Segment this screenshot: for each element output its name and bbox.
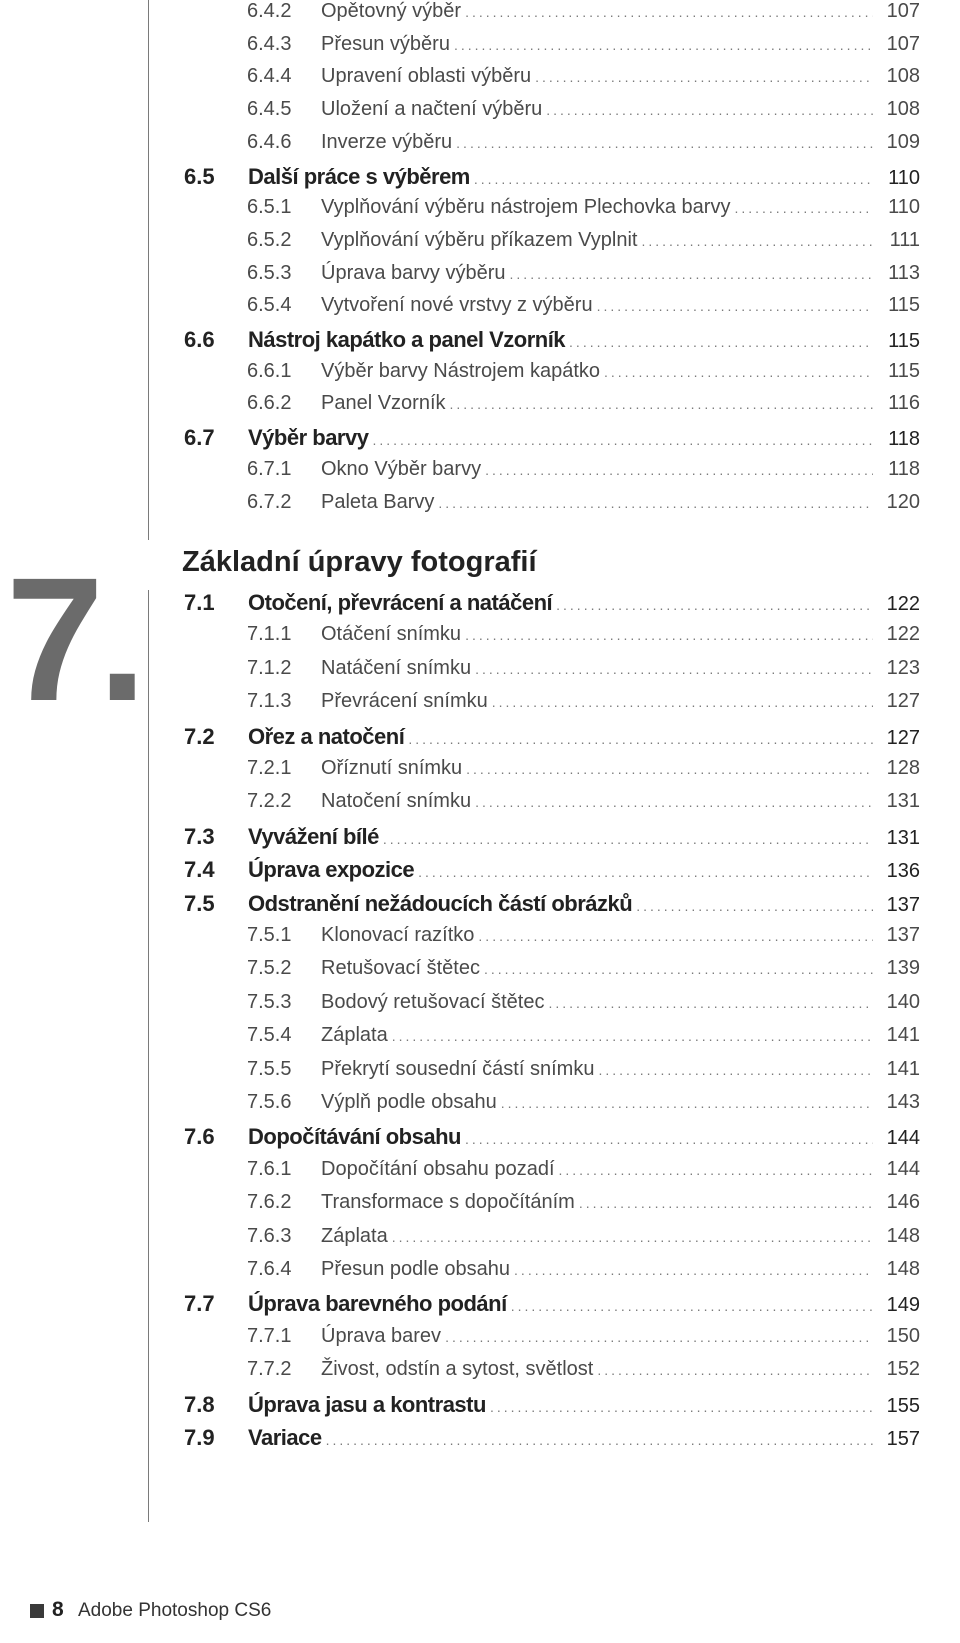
toc-entry bbox=[0, 131, 920, 163]
toc-entry-page: 136 bbox=[886, 860, 920, 883]
toc-entry-number: 6.7.1 bbox=[247, 457, 292, 480]
dot-leader bbox=[484, 961, 873, 977]
toc-entry-page: 118 bbox=[888, 457, 920, 480]
toc-entry-title: Živost, odstín a sytost, světlost bbox=[321, 1358, 594, 1381]
toc-entry-number: 7.2.1 bbox=[247, 757, 292, 779]
toc-entry bbox=[0, 294, 920, 326]
page-footer bbox=[0, 1596, 960, 1628]
toc-entry-page: 115 bbox=[888, 359, 920, 382]
toc-entry-page: 152 bbox=[886, 1358, 920, 1381]
toc-entry-title: Úprava barevného podání bbox=[248, 1291, 507, 1317]
toc-entry bbox=[0, 392, 920, 424]
toc-entry bbox=[0, 1258, 920, 1290]
toc-entry bbox=[0, 1158, 920, 1190]
toc-entry-number: 7.3 bbox=[184, 823, 215, 849]
toc-entry bbox=[0, 0, 920, 32]
toc-entry bbox=[0, 1124, 920, 1156]
toc-entry-number: 7.5.5 bbox=[247, 1057, 292, 1080]
toc-entry bbox=[0, 1358, 920, 1390]
toc-entry-title: Odstranění nežádoucích částí obrázků bbox=[248, 890, 633, 916]
toc-entry-title: Oříznutí snímku bbox=[321, 757, 463, 779]
toc-entry-title: Další práce s výběrem bbox=[248, 163, 470, 189]
dot-leader bbox=[598, 1062, 873, 1078]
toc-entry-page: 127 bbox=[886, 726, 920, 749]
toc-entry-number: 7.4 bbox=[184, 857, 215, 883]
toc-entry bbox=[0, 1425, 920, 1457]
toc-entry-title: Dopočítání obsahu pozadí bbox=[321, 1157, 555, 1180]
toc-entry-title: Transformace s dopočítáním bbox=[321, 1191, 575, 1214]
toc-entry-title: Inverze výběru bbox=[321, 130, 453, 153]
toc-entry-title: Úprava barev bbox=[321, 1324, 442, 1347]
toc-entry-number: 6.7 bbox=[184, 425, 215, 451]
dot-leader bbox=[465, 627, 873, 643]
toc-entry-title: Výplň podle obsahu bbox=[321, 1091, 497, 1113]
toc-entry bbox=[0, 1325, 920, 1357]
toc-entry-number: 7.2.2 bbox=[247, 790, 292, 813]
toc-entry-title: Klonovací razítko bbox=[321, 924, 475, 946]
toc-entry-title: Okno Výběr barvy bbox=[321, 457, 482, 480]
toc-entry-page: 137 bbox=[886, 924, 920, 946]
toc-entry bbox=[0, 657, 920, 689]
toc-entry-title: Natáčení snímku bbox=[321, 656, 472, 679]
dot-leader bbox=[597, 1362, 873, 1378]
dot-leader bbox=[492, 694, 873, 710]
toc-entry bbox=[0, 824, 920, 856]
toc-entry-title: Upravení oblasti výběru bbox=[321, 65, 532, 88]
toc-entry-number: 7.6.1 bbox=[247, 1157, 292, 1180]
toc-entry bbox=[0, 757, 920, 789]
footer-book-title: Adobe Photoshop CS6 bbox=[78, 1600, 272, 1621]
toc-entry-title: Úprava expozice bbox=[248, 857, 415, 883]
toc-entry-number: 7.5 bbox=[184, 890, 215, 916]
toc-entry-title: Uložení a načtení výběru bbox=[321, 98, 543, 121]
dot-leader bbox=[450, 396, 873, 412]
toc-entry-page: 140 bbox=[886, 990, 920, 1013]
toc-entry-title: Nástroj kapátko a panel Vzorník bbox=[248, 327, 566, 352]
dot-leader bbox=[514, 1262, 873, 1278]
toc-entry bbox=[0, 1392, 920, 1424]
toc-entry bbox=[0, 33, 920, 65]
dot-leader bbox=[456, 135, 873, 151]
toc-entry-number: 7.7.2 bbox=[247, 1358, 292, 1381]
toc-entry-number: 7.7.1 bbox=[247, 1324, 292, 1347]
toc-entry bbox=[0, 98, 920, 130]
dot-leader bbox=[641, 233, 873, 249]
dot-leader bbox=[546, 102, 873, 118]
toc-entry-title: Otáčení snímku bbox=[321, 623, 462, 646]
toc-entry-page: 120 bbox=[886, 490, 920, 513]
toc-entry bbox=[0, 491, 920, 523]
toc-entry-number: 6.5.4 bbox=[247, 294, 292, 317]
toc-entry-number: 7.1.1 bbox=[247, 623, 292, 646]
dot-leader bbox=[510, 266, 873, 282]
toc-entry-number: 7.9 bbox=[184, 1425, 215, 1450]
toc-entry bbox=[0, 590, 920, 622]
toc-entry-number: 6.4.5 bbox=[247, 98, 292, 121]
toc-entry-title: Vyvážení bílé bbox=[248, 823, 379, 849]
toc-entry-number: 7.6.3 bbox=[247, 1224, 292, 1247]
toc-entry-page: 107 bbox=[886, 0, 920, 22]
toc-entry-page: 128 bbox=[886, 757, 920, 779]
toc-entry-page: 139 bbox=[886, 957, 920, 980]
toc-entry bbox=[0, 1058, 920, 1090]
toc-entry-page: 108 bbox=[886, 98, 920, 121]
toc-entry-number: 7.5.6 bbox=[247, 1091, 292, 1113]
toc-entry-title: Dopočítávání obsahu bbox=[248, 1124, 461, 1150]
toc-entry-number: 7.6 bbox=[184, 1124, 215, 1150]
toc-entry-number: 6.6 bbox=[184, 327, 215, 352]
toc-entry-page: 155 bbox=[886, 1394, 920, 1417]
toc-entry bbox=[0, 891, 920, 923]
toc-entry-number: 7.1 bbox=[184, 590, 215, 615]
dot-leader bbox=[556, 597, 873, 613]
toc-entry-number: 6.4.4 bbox=[247, 65, 292, 88]
toc-entry-number: 6.4.6 bbox=[247, 130, 292, 153]
toc-entry-page: 131 bbox=[886, 790, 920, 813]
dot-leader bbox=[475, 794, 873, 810]
toc-entry bbox=[0, 458, 920, 490]
toc-entry-page: 108 bbox=[886, 65, 920, 88]
toc-entry-page: 122 bbox=[886, 623, 920, 646]
toc-entry bbox=[0, 164, 920, 196]
toc-entry-title: Úprava jasu a kontrastu bbox=[248, 1391, 486, 1417]
toc-entry-page: 107 bbox=[886, 32, 920, 55]
dot-leader bbox=[734, 200, 873, 216]
toc-entry-page: 144 bbox=[886, 1127, 920, 1150]
toc-entry-title: Otočení, převrácení a natáčení bbox=[248, 590, 553, 615]
toc-entry-title: Opětovný výběr bbox=[321, 0, 462, 22]
toc-entry-page: 116 bbox=[888, 392, 920, 415]
toc-entry-title: Výběr barvy Nástrojem kapátko bbox=[321, 359, 601, 382]
dot-leader bbox=[478, 928, 873, 944]
dot-leader bbox=[392, 1229, 873, 1245]
toc-entry-page: 127 bbox=[886, 690, 920, 713]
toc-entry-page: 118 bbox=[888, 428, 920, 451]
toc-entry-page: 110 bbox=[888, 196, 920, 219]
dot-leader bbox=[465, 1131, 873, 1147]
dot-leader bbox=[604, 364, 873, 380]
toc-entry-page: 141 bbox=[886, 1024, 920, 1047]
toc-entry bbox=[0, 623, 920, 655]
dot-leader bbox=[372, 432, 873, 448]
toc-entry-title: Přesun výběru bbox=[321, 32, 450, 55]
toc-entry bbox=[0, 1091, 920, 1123]
toc-entry-number: 7.7 bbox=[184, 1291, 215, 1317]
dot-leader bbox=[569, 334, 873, 350]
toc-entry-number: 7.1.3 bbox=[247, 690, 292, 713]
toc-entry-number: 7.5.1 bbox=[247, 924, 292, 946]
toc-entry bbox=[0, 724, 920, 756]
toc-entry bbox=[0, 196, 920, 228]
dot-leader bbox=[501, 1095, 873, 1111]
toc-entry-title: Ořez a natočení bbox=[248, 723, 405, 749]
toc-entry-number: 7.1.2 bbox=[247, 656, 292, 679]
dot-leader bbox=[383, 831, 873, 847]
dot-leader bbox=[438, 495, 873, 511]
toc-entry-number: 7.5.2 bbox=[247, 957, 292, 980]
toc-entry-number: 6.5.3 bbox=[247, 261, 292, 284]
dot-leader bbox=[535, 69, 873, 85]
dot-leader bbox=[465, 4, 873, 20]
dot-leader bbox=[485, 462, 873, 478]
toc-entry-number: 7.6.2 bbox=[247, 1191, 292, 1214]
toc-entry bbox=[0, 1024, 920, 1056]
toc-entry-page: 115 bbox=[888, 330, 920, 352]
toc-entry-number: 7.6.4 bbox=[247, 1258, 292, 1280]
toc-entry-page: 144 bbox=[886, 1157, 920, 1180]
toc-entry bbox=[0, 1291, 920, 1323]
dot-leader bbox=[326, 1432, 873, 1448]
toc-entry bbox=[0, 857, 920, 889]
toc-entry-page: 137 bbox=[886, 893, 920, 916]
toc-entry-page: 149 bbox=[886, 1294, 920, 1317]
toc-entry-page: 113 bbox=[888, 261, 920, 284]
dot-leader bbox=[408, 731, 873, 747]
toc-entry bbox=[0, 65, 920, 97]
dot-leader bbox=[548, 995, 873, 1011]
toc-entry bbox=[0, 790, 920, 822]
toc-entry-page: 109 bbox=[886, 130, 920, 153]
dot-leader bbox=[466, 761, 873, 777]
dot-leader bbox=[392, 1028, 873, 1044]
toc-entry-title: Vyplňování výběru nástrojem Plechovka barvy bbox=[321, 196, 731, 219]
toc-entry-title: Překrytí sousední částí snímku bbox=[321, 1057, 595, 1080]
toc-entry-page: 148 bbox=[886, 1224, 920, 1247]
dot-leader bbox=[445, 1329, 873, 1345]
toc-entry bbox=[0, 229, 920, 261]
toc-entry-title: Vytvoření nové vrstvy z výběru bbox=[321, 294, 593, 317]
toc-entry-number: 6.4.3 bbox=[247, 32, 292, 55]
toc-entry-page: 123 bbox=[886, 656, 920, 679]
toc-entry-number: 6.5 bbox=[184, 163, 215, 189]
toc-entry-title: Bodový retušovací štětec bbox=[321, 990, 545, 1013]
toc-entry bbox=[0, 425, 920, 457]
toc-entry-page: 111 bbox=[889, 228, 920, 251]
dot-leader bbox=[475, 661, 873, 677]
toc-entry-title: Převrácení snímku bbox=[321, 690, 488, 713]
toc-entry-number: 7.5.4 bbox=[247, 1024, 292, 1047]
dot-leader bbox=[454, 37, 873, 53]
toc-entry bbox=[0, 690, 920, 722]
toc-entry-number: 7.2 bbox=[184, 723, 215, 749]
toc-entry-number: 6.6.1 bbox=[247, 359, 292, 382]
toc-entry-number: 7.5.3 bbox=[247, 990, 292, 1013]
toc-entry-page: 131 bbox=[886, 826, 920, 849]
toc-entry-title: Panel Vzorník bbox=[321, 392, 446, 415]
chapter-title: Základní úpravy fotografií bbox=[182, 546, 537, 578]
toc-entry-number: 7.8 bbox=[184, 1391, 215, 1417]
toc-entry-title: Přesun podle obsahu bbox=[321, 1258, 511, 1280]
toc-entry bbox=[0, 957, 920, 989]
toc-entry bbox=[0, 991, 920, 1023]
toc-entry-number: 6.5.2 bbox=[247, 228, 292, 251]
chapter-number: 7. bbox=[6, 542, 141, 738]
toc-entry-title: Paleta Barvy bbox=[321, 490, 435, 513]
toc-entry-number: 6.5.1 bbox=[247, 196, 292, 219]
toc-entry-title: Záplata bbox=[321, 1024, 388, 1047]
toc-entry-page: 115 bbox=[888, 294, 920, 317]
toc-entry bbox=[0, 1225, 920, 1257]
toc-entry bbox=[0, 327, 920, 359]
toc-entry-number: 6.6.2 bbox=[247, 392, 292, 415]
toc-entry-page: 157 bbox=[886, 1428, 920, 1450]
toc-entry-title: Záplata bbox=[321, 1224, 388, 1247]
toc-entry-page: 148 bbox=[886, 1258, 920, 1280]
dot-leader bbox=[636, 898, 873, 914]
dot-leader bbox=[559, 1162, 873, 1178]
toc-entry-page: 146 bbox=[886, 1191, 920, 1214]
toc-entry-title: Úprava barvy výběru bbox=[321, 261, 506, 284]
dot-leader bbox=[418, 864, 873, 880]
toc-entry-title: Retušovací štětec bbox=[321, 957, 480, 980]
toc-entry-title: Natočení snímku bbox=[321, 790, 472, 813]
toc-entry-page: 143 bbox=[886, 1091, 920, 1113]
toc-entry-title: Výběr barvy bbox=[248, 425, 369, 451]
footer-page-number: 8 bbox=[52, 1598, 64, 1621]
dot-leader bbox=[579, 1195, 873, 1211]
toc-entry bbox=[0, 360, 920, 392]
toc-entry bbox=[0, 262, 920, 294]
toc-entry-number: 6.7.2 bbox=[247, 490, 292, 513]
toc-entry-page: 150 bbox=[886, 1324, 920, 1347]
footer-marker bbox=[30, 1604, 44, 1618]
toc-entry-title: Vyplňování výběru příkazem Vyplnit bbox=[321, 228, 638, 251]
dot-leader bbox=[490, 1399, 873, 1415]
dot-leader bbox=[597, 298, 873, 314]
dot-leader bbox=[511, 1298, 873, 1314]
toc-entry-page: 122 bbox=[886, 593, 920, 615]
toc-entry-page: 141 bbox=[886, 1057, 920, 1080]
dot-leader bbox=[474, 171, 873, 187]
toc-entry-title: Variace bbox=[248, 1425, 322, 1450]
toc-entry-page: 110 bbox=[888, 166, 920, 189]
toc-entry bbox=[0, 1191, 920, 1223]
toc-entry-number: 6.4.2 bbox=[247, 0, 292, 22]
toc-entry bbox=[0, 924, 920, 956]
